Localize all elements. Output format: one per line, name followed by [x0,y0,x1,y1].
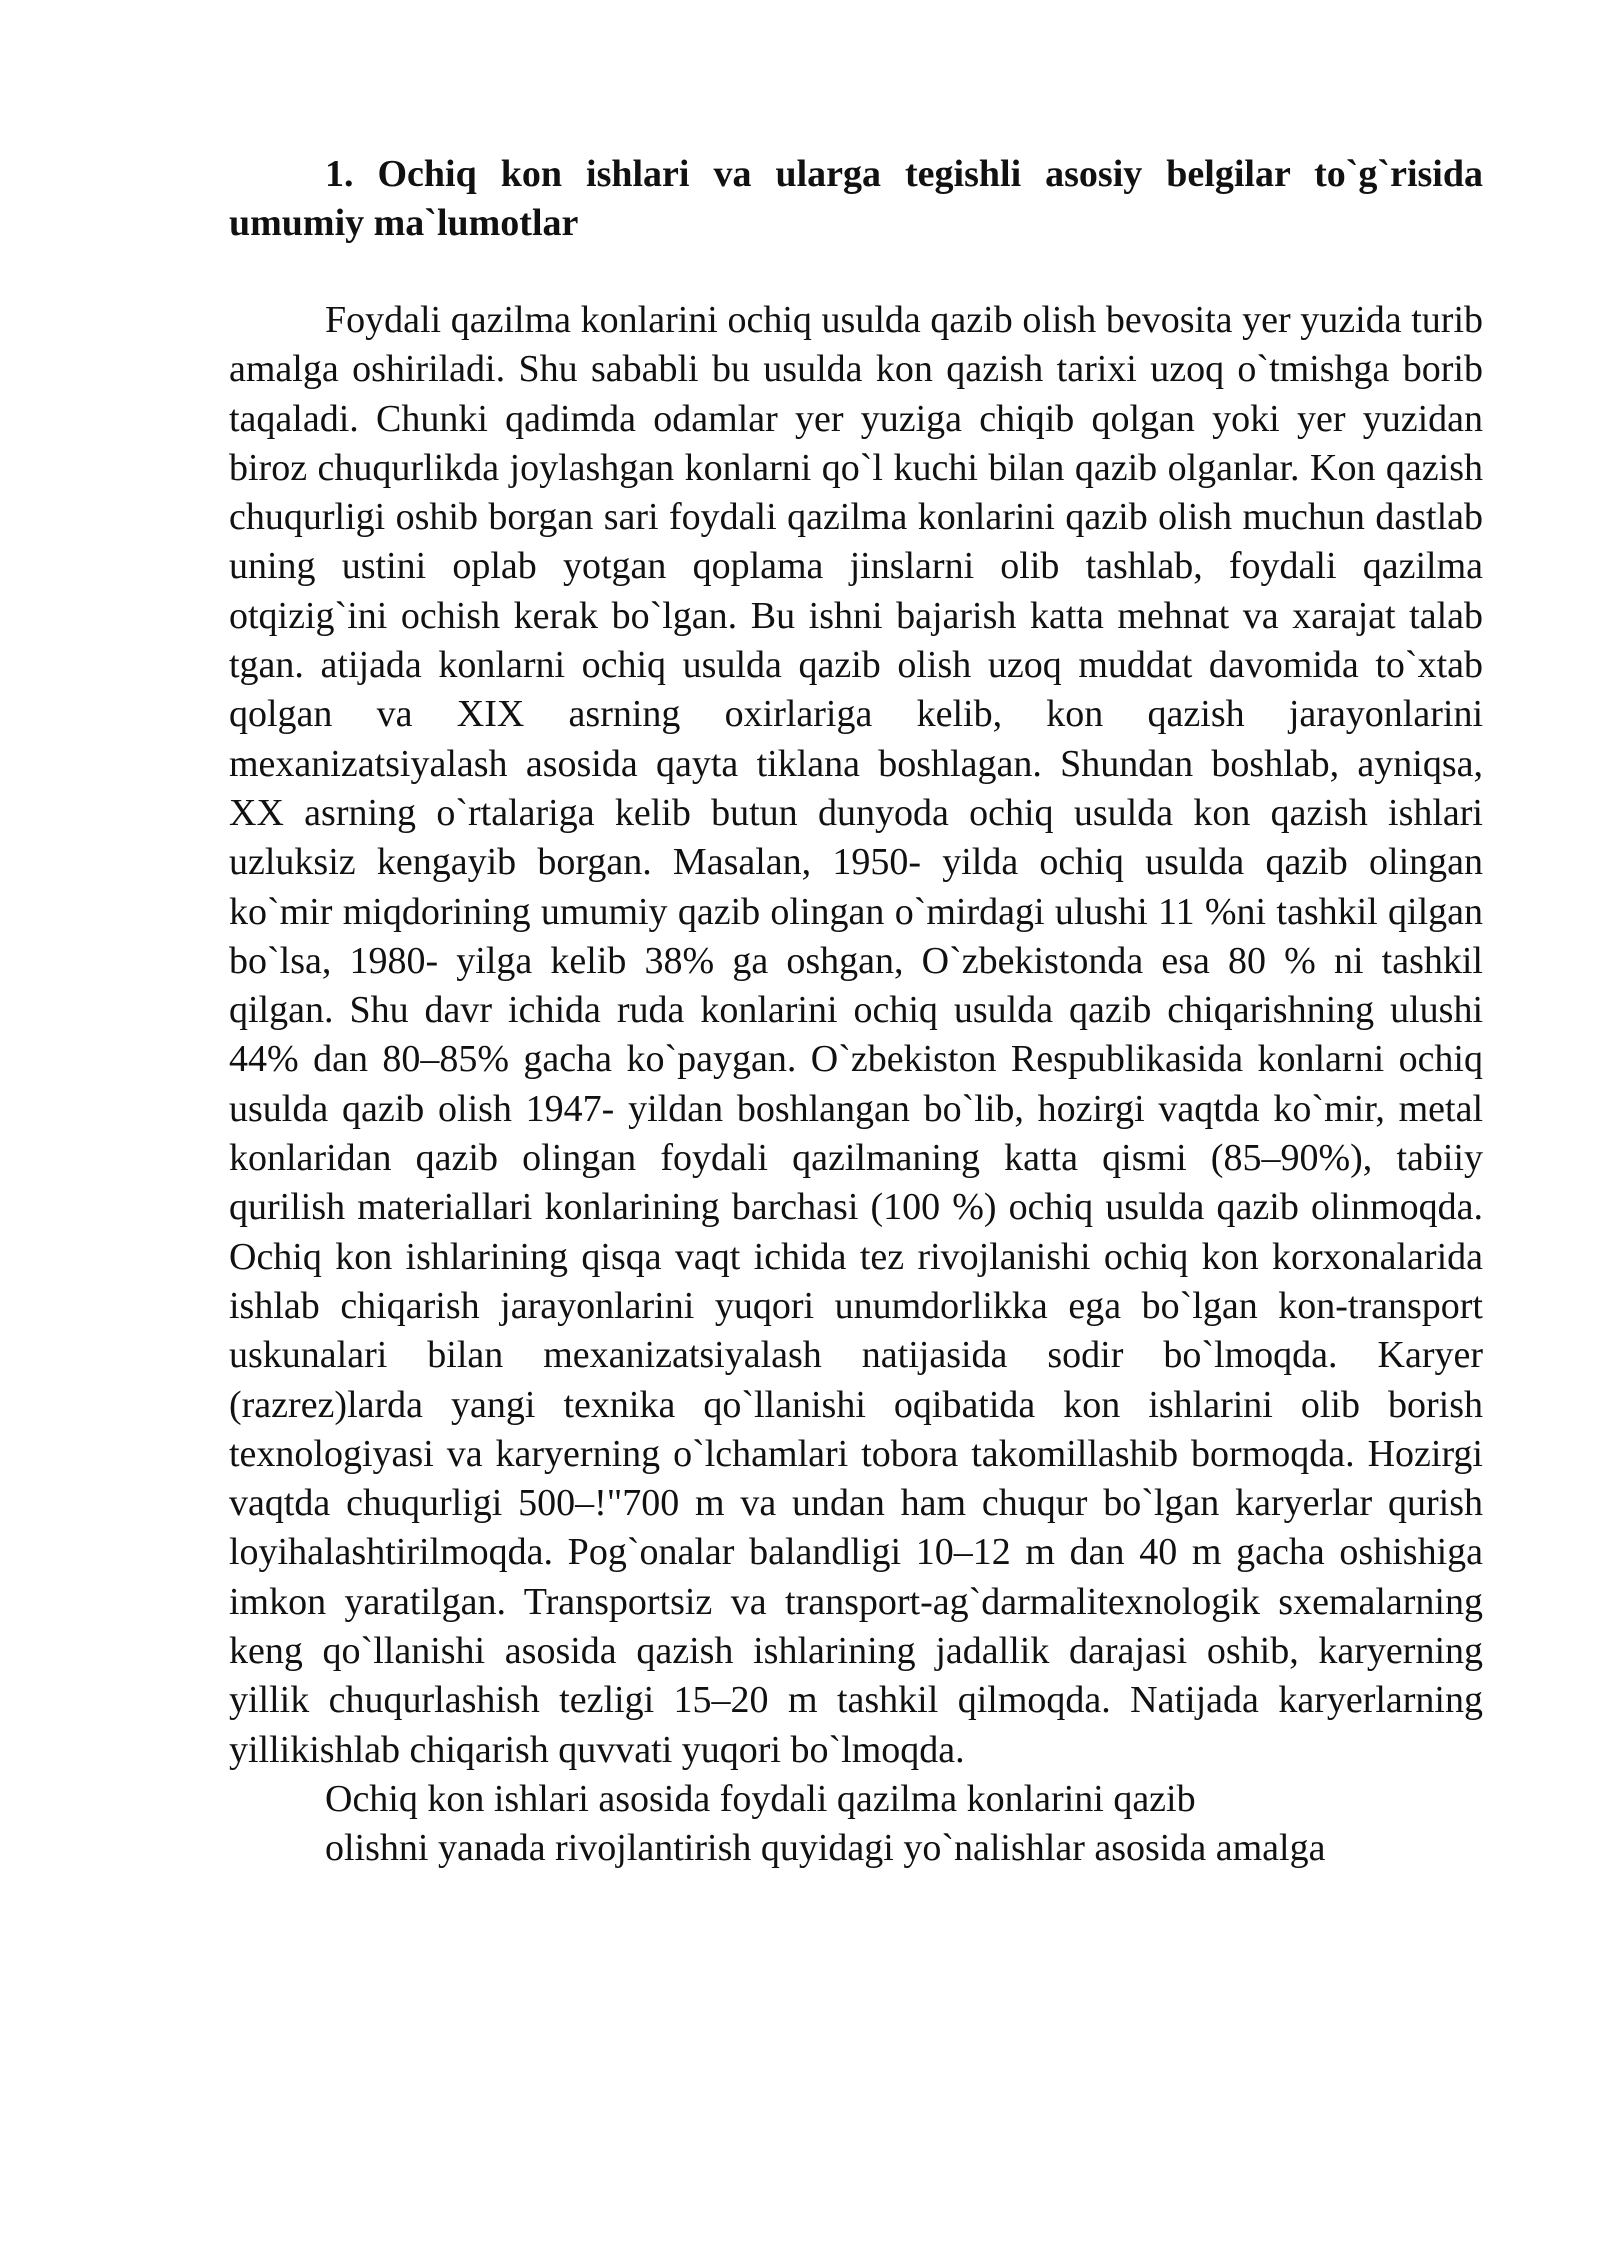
body-paragraph: Foydali qazilma konlarini ochiq usulda qazib olish bevosita yer yuzida turib amalga oshiriladi. Shu sababli bu usulda kon qazish tarixi uzoq o`tmishga borib taqaladi. Chunki qadimda odamlar yer yuziga chiqib qolgan yoki yer yuzidan biroz chuqurlikda joylashgan konlarni qo`l kuchi bilan qazib olganlar. Kon qazish chuqurligi oshib borgan sari foydali qazilma konlarini qazib olish muchun dastlab uning ustini oplab yotgan qoplama jinslarni olib tashlab, foydali qazilma otqizig`ini ochish kerak bo`lgan. Bu ishni bajarish katta mehnat va xarajat talab tgan. atijada konlarni ochiq usulda qazib olish uzoq muddat davomida to`xtab qolgan va XIX asrning oxirlariga kelib, kon qazish jarayonlarini mexanizatsiyalash asosida qayta tiklana boshlagan. Shundan boshlab, ayniqsa, XX asrning o`rtalariga kelib butun dunyoda ochiq usulda kon qazish ishlari uzluksiz kengayib borgan. Masalan, 1950- yilda ochiq usulda qazib olingan ko`mir miqdorining umumiy qazib olingan o`mirdagi ulushi 11 %ni tashkil qilgan bo`lsa, 1980- yilga kelib 38% ga oshgan, O`zbekistonda esa 80 % ni tashkil qilgan. Shu davr ichida ruda konlarini ochiq usulda qazib chiqarishning ulushi 44% dan 80–85% gacha ko`paygan. O`zbekiston Respublikasida konlarni ochiq usulda qazib olish 1947- yildan boshlangan bo`lib, hozirgi vaqtda ko`mir, metal konlaridan qazib olingan foydali qazilmaning katta qismi (85–90%), tabiiy qurilish materiallari konlarining barchasi (100 %) ochiq usulda qazib olinmoqda. Ochiq kon ishlarining qisqa vaqt ichida tez rivojlanishi ochiq kon korxonalarida ishlab chiqarish jarayonlarini yuqori unumdorlikka ega bo`lgan kon-transport uskunalari bilan mexanizatsiyalash natijasida sodir bo`lmoqda. Karyer (razrez)larda yangi texnika qo`llanishi oqibatida kon ishlarini olib borish texnologiyasi va karyerning o`lchamlari tobora takomillashib bormoqda. Hozirgi vaqtda chuqurligi 500–!"700 m va undan ham chuqur bo`lgan karyerlar qurish loyihalashtirilmoqda. Pog`onalar balandligi 10–12 m dan 40 m gacha oshishiga imkon yaratilgan. Transportsiz va transport-ag`darmalitexnologik sxemalarning keng qo`llanishi asosida qazish ishlarining jadallik darajasi oshib, karyerning yillik chuqurlashish tezligi 15–20 m tashkil qilmoqda. Natijada karyerlarning yillikishlab chiqarish quvvati yuqori bo`lmoqda. [229,299,1483,1771]
closing-line: Ochiq kon ishlari asosida foydali qazilma konlarini qazib [325,1777,1196,1820]
document-body [229,150,1483,1874]
closing-line: olishni yanada rivojlantirish quyidagi yo`nalishlar asosida amalga [325,1827,1326,1870]
section-heading: 1. Ochiq kon ishlari va ularga tegishli asosiy belgilar to`g`risida umumiy ma`lumotlar [229,153,1483,244]
